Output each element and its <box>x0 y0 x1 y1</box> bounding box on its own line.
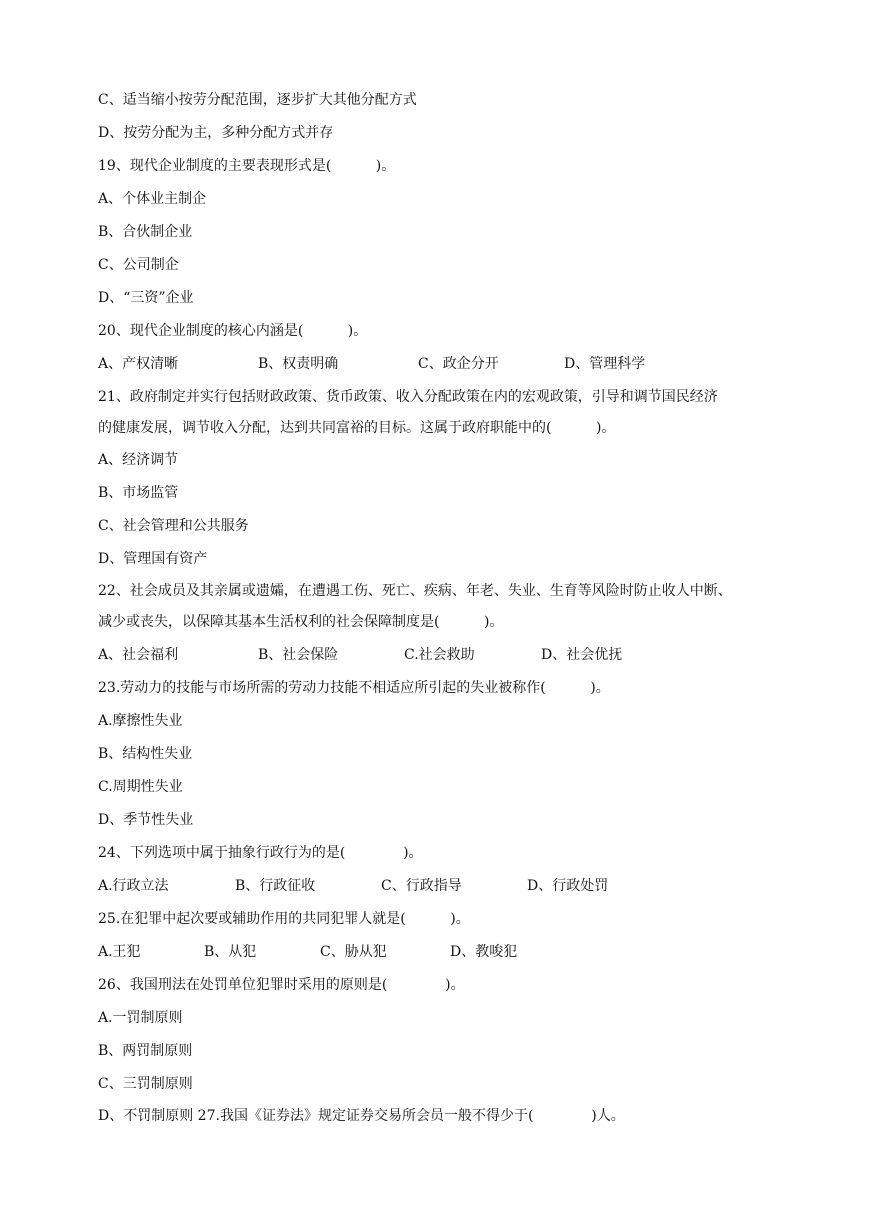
q24-option-b: B、行政征收 <box>235 878 316 894</box>
q23-option-a: A.摩擦性失业 <box>98 713 183 729</box>
q24-question: 24、下列选项中属于抽象行政行为的是( )。 <box>98 845 423 861</box>
q18-option-d: D、按劳分配为主，多种分配方式并存 <box>98 125 334 141</box>
q24-options-row <box>98 876 609 896</box>
q21-option-d: D、管理国有资产 <box>98 551 208 567</box>
q22-option-c: C.社会救助 <box>404 647 475 663</box>
q25-option-d: D、教唆犯 <box>450 944 518 960</box>
q26-option-c: C、三罚制原则 <box>98 1076 193 1092</box>
q20-question: 20、现代企业制度的核心内涵是( )。 <box>98 323 368 339</box>
q19-option-b: B、合伙制企业 <box>98 224 193 240</box>
q21-question-line-2: 的健康发展，调节收入分配，达到共同富裕的目标。这属于政府职能中的( )。 <box>98 420 616 436</box>
q23-question: 23.劳动力的技能与市场所需的劳动力技能不相适应所引起的失业被称作( )。 <box>98 680 610 696</box>
q23-option-b: B、结构性失业 <box>98 746 193 762</box>
q25-option-b: B、从犯 <box>204 944 257 960</box>
q25-question: 25.在犯罪中起次要或辅助作用的共同犯罪人就是( )。 <box>98 911 470 927</box>
q20-option-d: D、管理科学 <box>564 356 646 372</box>
q19-question: 19、现代企业制度的主要表现形式是( )。 <box>98 158 396 174</box>
q18-option-c: C、适当缩小按劳分配范围，逐步扩大其他分配方式 <box>98 92 417 108</box>
q24-option-d: D、行政处罚 <box>527 878 609 894</box>
q21-option-b: B、市场监管 <box>98 485 179 501</box>
q19-option-a: A、个体业主制企 <box>98 191 207 207</box>
q25-options-row <box>98 942 518 962</box>
q21-option-a: A、经济调节 <box>98 452 179 468</box>
q24-option-a: A.行政立法 <box>98 878 169 894</box>
q26-question: 26、我国刑法在处罚单位犯罪时采用的原则是( )。 <box>98 977 465 993</box>
q22-question-line-1: 22、社会成员及其亲属或遗孀，在遭遇工伤、死亡、疾病、年老、失业、生育等风险时防止收人中断、 <box>98 583 732 599</box>
q23-option-d: D、季节性失业 <box>98 812 194 828</box>
q25-option-a: A.王犯 <box>98 944 141 960</box>
q26-option-b: B、两罚制原则 <box>98 1043 193 1059</box>
q19-option-d: D、“三资”企业 <box>98 290 194 306</box>
q21-question-line-1: 21、政府制定并实行包括财政政策、货币政策、收入分配政策在内的宏观政策，引导和调节国民经济 <box>98 389 718 405</box>
q19-option-c: C、公司制企 <box>98 257 179 273</box>
q23-option-c: C.周期性失业 <box>98 779 183 795</box>
q22-option-a: A、社会福利 <box>98 647 179 663</box>
q22-option-b: B、社会保险 <box>258 647 339 663</box>
q22-options-row <box>98 645 623 665</box>
q20-options-row <box>98 354 646 374</box>
q22-option-d: D、社会优抚 <box>541 647 623 663</box>
q26-option-a: A.一罚制原则 <box>98 1010 183 1026</box>
q22-question-line-2: 减少或丧失，以保障其基本生活权利的社会保障制度是( )。 <box>98 614 504 630</box>
q20-option-b: B、权责明确 <box>258 356 339 372</box>
q21-option-c: C、社会管理和公共服务 <box>98 518 249 534</box>
q20-option-a: A、产权清晰 <box>98 356 179 372</box>
q25-option-c: C、胁从犯 <box>320 944 387 960</box>
q24-option-c: C、行政指导 <box>381 878 462 894</box>
q26-option-d-and-q27-question: D、不罚制原则 27.我国《证券法》规定证券交易所会员一般不得少于( )人。 <box>98 1108 625 1124</box>
q20-option-c: C、政企分开 <box>418 356 499 372</box>
